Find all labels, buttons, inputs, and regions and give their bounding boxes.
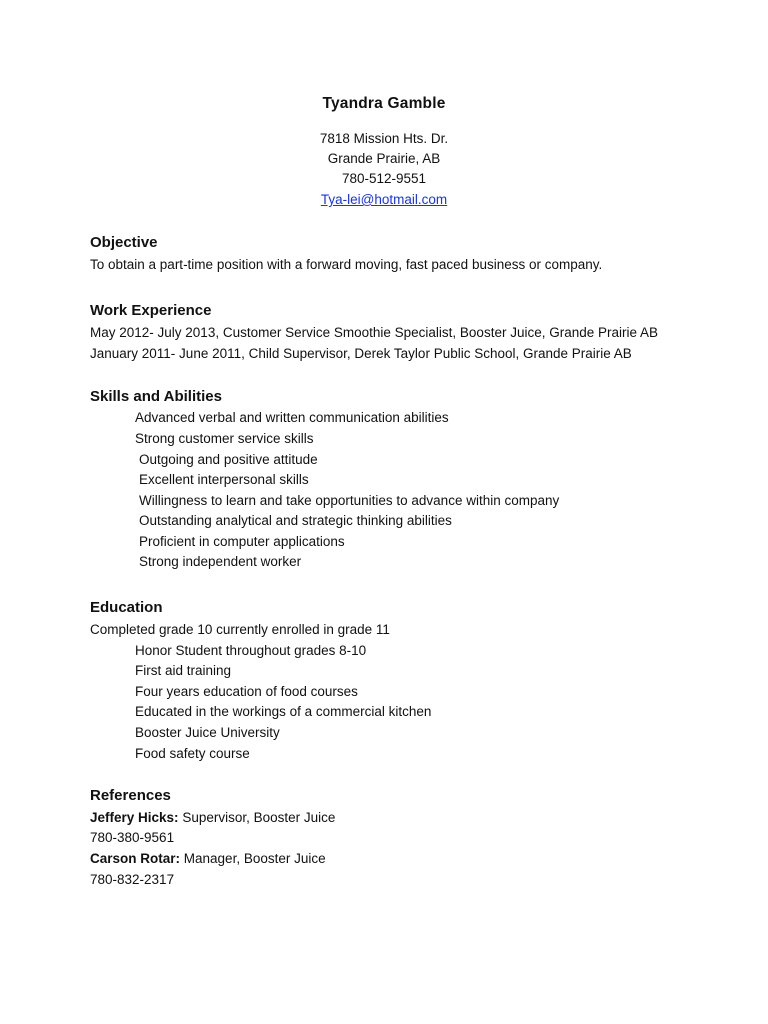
reference-name: Jeffery Hicks:: [90, 810, 179, 825]
email-link[interactable]: Tya-lei@hotmail.com: [320, 192, 448, 207]
skill-item: Proficient in computer applications: [139, 534, 345, 549]
resume-name: Tyandra Gamble: [322, 95, 446, 112]
reference-phone: 780-832-2317: [90, 872, 175, 887]
education-item: Booster Juice University: [135, 725, 280, 740]
skill-item: Outgoing and positive attitude: [139, 452, 318, 467]
objective-heading: Objective: [90, 234, 158, 251]
reference-entry: [90, 852, 326, 866]
skill-item: Willingness to learn and take opportunities to advance within company: [139, 493, 560, 508]
email-line: [0, 193, 768, 207]
references-heading: References: [90, 787, 171, 804]
skill-item: Advanced verbal and written communication abilities: [135, 410, 449, 425]
skill-item: Outstanding analytical and strategic thinking abilities: [139, 513, 452, 528]
address-line: 7818 Mission Hts. Dr.: [319, 131, 449, 146]
reference-role: Supervisor, Booster Juice: [182, 810, 336, 825]
skills-heading: Skills and Abilities: [90, 388, 222, 405]
education-item: Food safety course: [135, 746, 250, 761]
skill-item: Excellent interpersonal skills: [139, 472, 309, 487]
education-item: Four years education of food courses: [135, 684, 358, 699]
education-intro: Completed grade 10 currently enrolled in grade 11: [90, 622, 390, 637]
objective-text: To obtain a part-time position with a forward moving, fast paced business or company.: [90, 257, 603, 272]
education-item: Honor Student throughout grades 8-10: [135, 643, 367, 658]
education-item: Educated in the workings of a commercial kitchen: [135, 704, 432, 719]
work-item: May 2012- July 2013, Customer Service Smoothie Specialist, Booster Juice, Grande Prairie AB: [90, 325, 659, 340]
city-line: Grande Prairie, AB: [327, 151, 441, 166]
work-item: January 2011- June 2011, Child Supervisor, Derek Taylor Public School, Grande Prairie AB: [90, 346, 632, 361]
education-heading: Education: [90, 599, 163, 616]
reference-phone: 780-380-9561: [90, 830, 175, 845]
skill-item: Strong customer service skills: [135, 431, 314, 446]
reference-entry: [90, 811, 335, 825]
reference-name: Carson Rotar:: [90, 851, 181, 866]
phone-line: 780-512-9551: [341, 171, 427, 186]
skill-item: Strong independent worker: [139, 554, 302, 569]
work-experience-heading: Work Experience: [90, 302, 212, 319]
education-item: First aid training: [135, 663, 232, 678]
reference-role: Manager, Booster Juice: [183, 851, 326, 866]
